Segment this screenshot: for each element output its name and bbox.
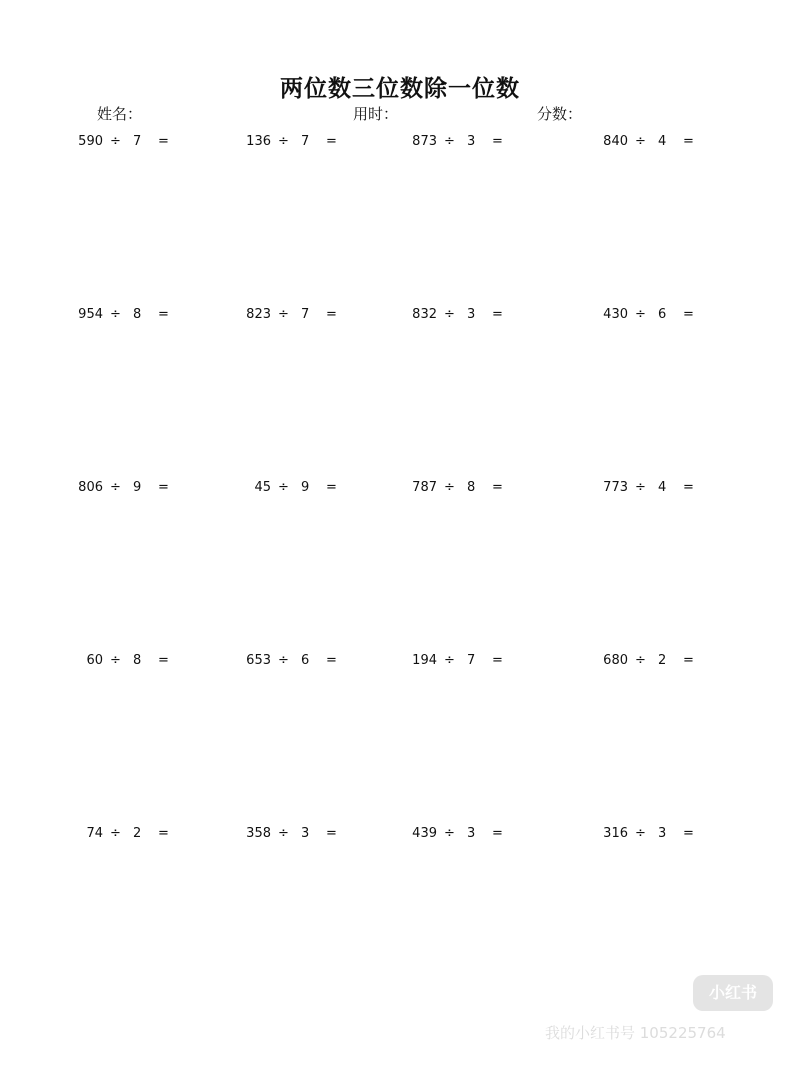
equals-sign: = — [158, 480, 169, 495]
divisor: 3 — [467, 307, 476, 322]
dividend: 653 — [246, 653, 271, 668]
divisor: 7 — [301, 134, 310, 149]
dividend: 590 — [78, 134, 103, 149]
divisor: 2 — [658, 653, 667, 668]
dividend: 439 — [412, 826, 437, 841]
division-problem — [594, 824, 724, 844]
divisor: 3 — [467, 134, 476, 149]
dividend: 787 — [412, 480, 437, 495]
dividend: 773 — [603, 480, 628, 495]
division-problem — [237, 824, 367, 844]
division-problem — [237, 478, 367, 498]
dividend: 45 — [254, 480, 271, 495]
account-id-watermark: 我的小红书号 105225764 — [545, 1024, 726, 1042]
divisor: 7 — [301, 307, 310, 322]
dividend: 840 — [603, 134, 628, 149]
dividend: 74 — [86, 826, 103, 841]
divisor: 8 — [133, 307, 142, 322]
divisor: 8 — [133, 653, 142, 668]
equals-sign: = — [683, 826, 694, 841]
dividend: 60 — [86, 653, 103, 668]
divisor: 7 — [133, 134, 142, 149]
equals-sign: = — [158, 134, 169, 149]
dividend: 823 — [246, 307, 271, 322]
divisor: 9 — [301, 480, 310, 495]
dividend: 680 — [603, 653, 628, 668]
division-sign: ÷ — [278, 480, 289, 495]
dividend: 430 — [603, 307, 628, 322]
equals-sign: = — [492, 826, 503, 841]
division-problem — [69, 305, 199, 325]
division-sign: ÷ — [444, 307, 455, 322]
division-problem — [403, 132, 533, 152]
dividend: 954 — [78, 307, 103, 322]
divisor: 3 — [467, 826, 476, 841]
equals-sign: = — [158, 826, 169, 841]
division-problem — [237, 651, 367, 671]
equals-sign: = — [326, 653, 337, 668]
equals-sign: = — [492, 653, 503, 668]
division-sign: ÷ — [110, 134, 121, 149]
equals-sign: = — [158, 653, 169, 668]
division-problem — [594, 478, 724, 498]
division-sign: ÷ — [444, 134, 455, 149]
division-problem — [403, 824, 533, 844]
division-sign: ÷ — [635, 653, 646, 668]
division-sign: ÷ — [635, 826, 646, 841]
division-sign: ÷ — [444, 480, 455, 495]
division-sign: ÷ — [278, 134, 289, 149]
dividend: 358 — [246, 826, 271, 841]
division-sign: ÷ — [278, 653, 289, 668]
division-sign: ÷ — [635, 307, 646, 322]
equals-sign: = — [326, 480, 337, 495]
division-problem — [237, 132, 367, 152]
equals-sign: = — [683, 480, 694, 495]
equals-sign: = — [492, 307, 503, 322]
equals-sign: = — [492, 134, 503, 149]
dividend: 832 — [412, 307, 437, 322]
divisor: 2 — [133, 826, 142, 841]
divisor: 6 — [301, 653, 310, 668]
xiaohongshu-logo-watermark: 小红书 — [693, 975, 773, 1011]
divisor: 4 — [658, 480, 667, 495]
division-problem — [403, 305, 533, 325]
divisor: 8 — [467, 480, 476, 495]
division-sign: ÷ — [444, 826, 455, 841]
equals-sign: = — [326, 134, 337, 149]
division-sign: ÷ — [278, 826, 289, 841]
equals-sign: = — [683, 307, 694, 322]
divisor: 3 — [301, 826, 310, 841]
division-problem — [594, 305, 724, 325]
score-label: 分数： — [537, 105, 583, 123]
division-problem — [594, 651, 724, 671]
equals-sign: = — [158, 307, 169, 322]
equals-sign: = — [683, 134, 694, 149]
divisor: 3 — [658, 826, 667, 841]
division-problem — [69, 651, 199, 671]
dividend: 194 — [412, 653, 437, 668]
division-sign: ÷ — [110, 653, 121, 668]
worksheet-title: 两位数三位数除一位数 — [280, 76, 520, 102]
division-sign: ÷ — [110, 307, 121, 322]
division-problem — [403, 651, 533, 671]
division-sign: ÷ — [444, 653, 455, 668]
dividend: 316 — [603, 826, 628, 841]
division-problem — [69, 132, 199, 152]
divisor: 7 — [467, 653, 476, 668]
division-problem — [403, 478, 533, 498]
equals-sign: = — [492, 480, 503, 495]
time-label: 用时： — [353, 105, 399, 123]
division-sign: ÷ — [110, 480, 121, 495]
divisor: 9 — [133, 480, 142, 495]
equals-sign: = — [326, 307, 337, 322]
dividend: 806 — [78, 480, 103, 495]
division-sign: ÷ — [110, 826, 121, 841]
division-sign: ÷ — [278, 307, 289, 322]
divisor: 4 — [658, 134, 667, 149]
division-problem — [594, 132, 724, 152]
division-sign: ÷ — [635, 134, 646, 149]
equals-sign: = — [326, 826, 337, 841]
divisor: 6 — [658, 307, 667, 322]
division-problem — [69, 824, 199, 844]
dividend: 873 — [412, 134, 437, 149]
name-label: 姓名： — [97, 105, 143, 123]
division-problem — [237, 305, 367, 325]
equals-sign: = — [683, 653, 694, 668]
division-sign: ÷ — [635, 480, 646, 495]
division-problem — [69, 478, 199, 498]
dividend: 136 — [246, 134, 271, 149]
